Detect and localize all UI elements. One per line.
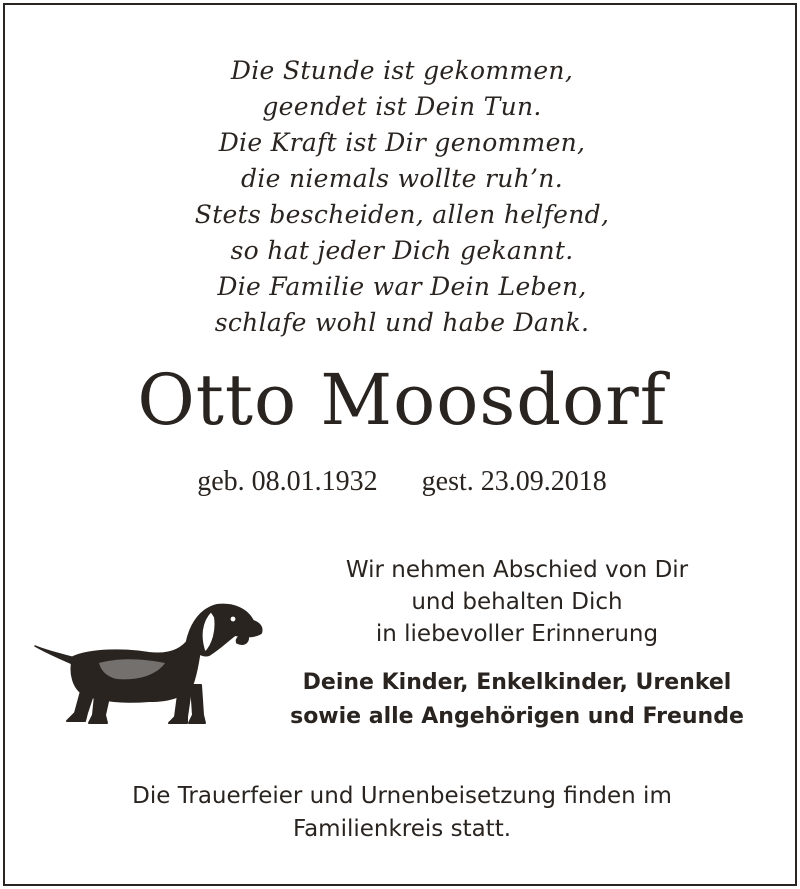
farewell-message — [267, 554, 767, 650]
life-dates — [5, 465, 799, 499]
deceased-name: Otto Moosdorf — [137, 359, 667, 441]
obituary-notice — [3, 3, 797, 886]
memorial-poem — [5, 53, 799, 341]
dachshund-icon — [29, 597, 269, 737]
signatory-line: sowie alle Angehörigen und Freunde — [290, 704, 744, 729]
poem-line: schlafe wohl und habe Dank. — [214, 308, 590, 337]
notice-line: Familienkreis statt. — [292, 816, 512, 842]
poem-line: so hat jeder Dich gekannt. — [230, 236, 574, 265]
signatories — [267, 666, 767, 734]
farewell-line: Wir nehmen Abschied von Dir — [345, 557, 689, 583]
funeral-notice — [5, 780, 799, 846]
notice-line: Die Trauerfeier und Urnenbeisetzung finden im — [132, 783, 672, 809]
poem-line: geendet ist Dein Tun. — [262, 92, 542, 121]
birth-date: geb. 08.01.1932 — [197, 466, 378, 497]
poem-line: Stets bescheiden, allen helfend, — [194, 200, 610, 229]
signatory-line: Deine Kinder, Enkelkinder, Urenkel — [302, 670, 732, 695]
farewell-line: in liebevoller Erinnerung — [375, 621, 659, 647]
poem-line: Die Familie war Dein Leben, — [217, 272, 587, 301]
farewell-line: und behalten Dich — [411, 589, 623, 615]
poem-line: Die Kraft ist Dir genommen, — [218, 128, 586, 157]
death-date: gest. 23.09.2018 — [421, 466, 607, 497]
poem-line: Die Stunde ist gekommen, — [230, 56, 574, 85]
poem-line: die niemals wollte ruh’n. — [241, 164, 563, 193]
